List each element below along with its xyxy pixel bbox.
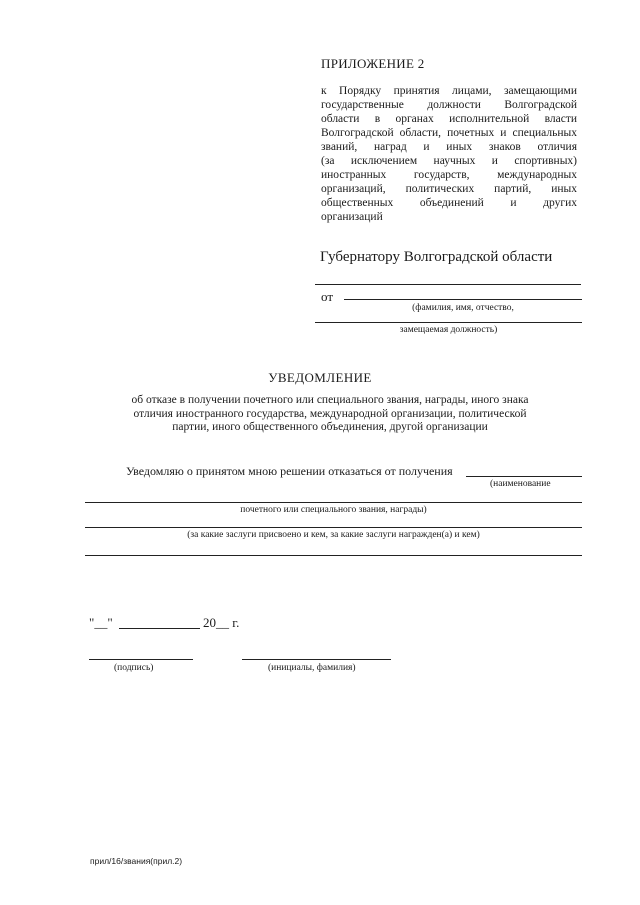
addressee-rule — [315, 284, 581, 285]
notice-subtitle-line: партии, иного общественного объединения, другой организации — [172, 421, 488, 433]
appendix-line: Волгоградской области, почетных и специальных — [321, 127, 577, 139]
date-month-line[interactable] — [119, 628, 200, 629]
award-title-hint: почетного или специального звания, награды) — [240, 505, 427, 515]
award-name-hint: (наименование — [490, 479, 551, 489]
initials-hint: (инициалы, фамилия) — [268, 663, 356, 673]
appendix-line: к Порядку принятия лицами, замещающими — [321, 85, 577, 97]
appendix-line: организаций — [321, 211, 383, 223]
appendix-line: (за исключением научных и спортивных) — [321, 155, 577, 167]
year-suffix: г. — [232, 615, 240, 630]
date-day-blank[interactable]: __ — [94, 615, 108, 630]
year-prefix: 20 — [203, 615, 216, 630]
date-field — [89, 615, 113, 631]
merit-line[interactable] — [85, 527, 582, 528]
notice-subtitle — [90, 394, 570, 435]
merit-hint: (за какие заслуги присвоено и кем, за какие заслуги награжден(а) и кем) — [187, 530, 480, 540]
notice-title: УВЕДОМЛЕНИЕ — [268, 370, 372, 385]
appendix-description — [321, 84, 577, 224]
addressee-to: Губернатору Волгоградской области — [320, 249, 553, 265]
initials-line[interactable] — [242, 659, 391, 660]
notice-subtitle-line: отличия иностранного государства, международной организации, политической — [133, 407, 527, 420]
footer-code: прил/16/звания(прил.2) — [90, 856, 183, 866]
appendix-line: званий, наград и иных знаков отличия — [321, 141, 577, 153]
date-quote-close: " — [107, 615, 113, 630]
appendix-title: ПРИЛОЖЕНИЕ 2 — [321, 56, 425, 71]
date-year — [203, 615, 239, 631]
appendix-line: области в органах исполнительной власти — [321, 113, 577, 125]
year-blank[interactable]: __ — [216, 615, 229, 630]
appendix-line: государственные должности Волгоградской — [321, 99, 577, 111]
position-hint: замещаемая должность) — [399, 325, 498, 335]
from-label: от — [321, 289, 334, 304]
name-hint: (фамилия, имя, отчество, — [412, 303, 514, 313]
award-title-line[interactable] — [85, 502, 582, 503]
from-name-line[interactable] — [344, 299, 582, 300]
appendix-line: общественных объединений и других — [321, 197, 577, 209]
date-quote-open: " — [89, 615, 95, 630]
extra-line[interactable] — [85, 555, 582, 556]
statement-text: Уведомляю о принятом мною решении отказаться от получения — [126, 464, 453, 478]
position-line[interactable] — [315, 322, 582, 323]
signature-line[interactable] — [89, 659, 193, 660]
notice-subtitle-line: об отказе в получении почетного или специального звания, награды, иного знака — [131, 394, 529, 406]
appendix-line: иностранных государств, международных — [321, 169, 577, 181]
appendix-line: организаций, политических партий, иных — [321, 183, 577, 195]
signature-hint: (подпись) — [114, 663, 154, 673]
award-name-line[interactable] — [466, 476, 582, 477]
